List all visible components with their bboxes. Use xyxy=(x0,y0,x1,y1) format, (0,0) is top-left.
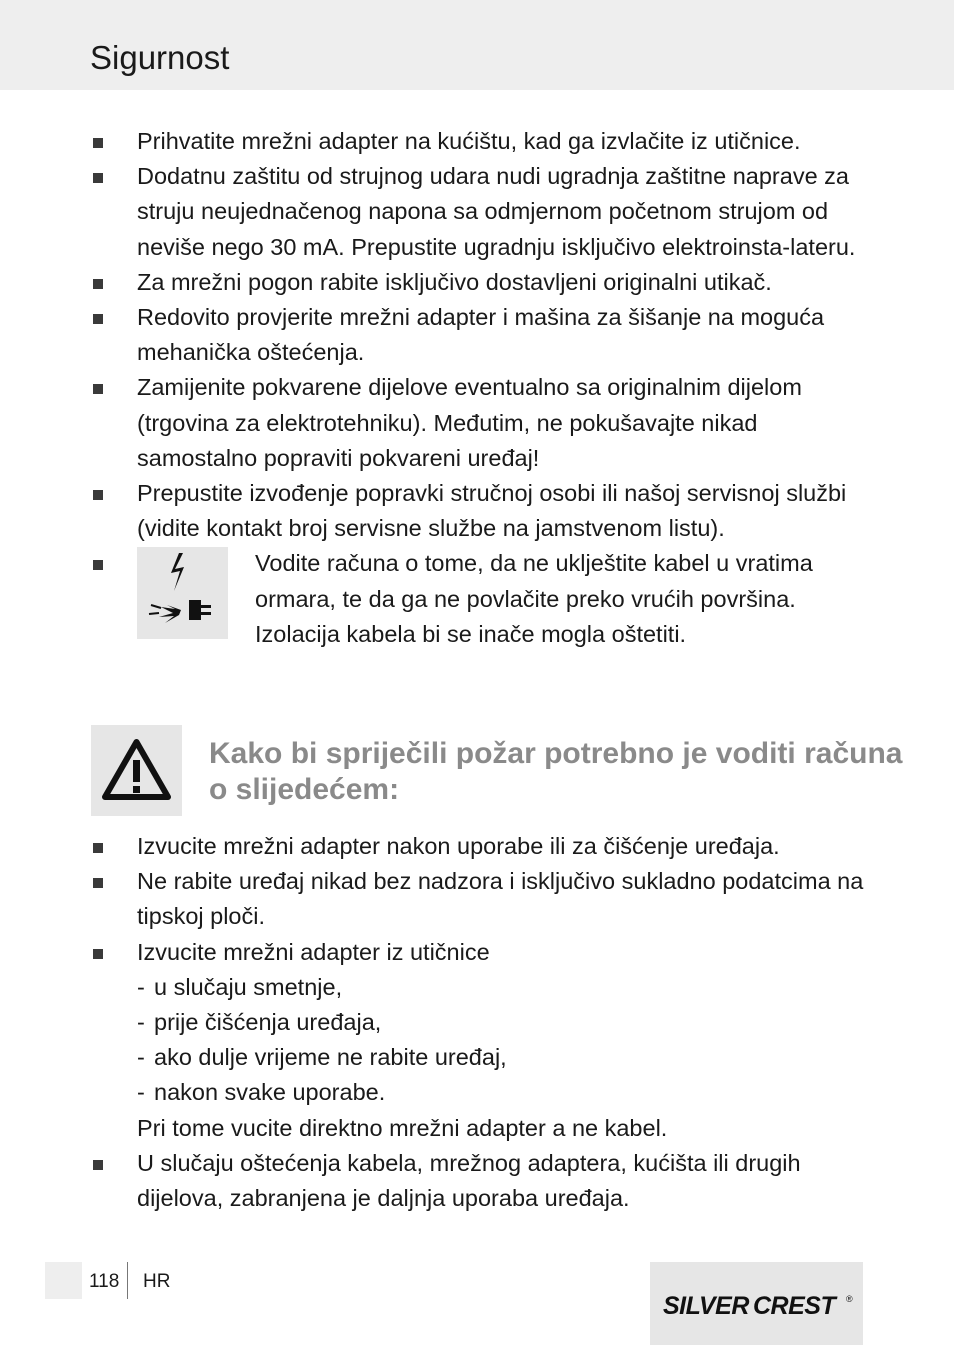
page-number: 118 xyxy=(89,1271,120,1292)
svg-text:SILVER: SILVER xyxy=(663,1292,749,1320)
bullet-icon xyxy=(93,173,103,183)
list-item-text: Ne rabite uređaj nikad bez nadzora i isključivo sukladno podatcima na tipskoj ploči. xyxy=(137,868,864,930)
bullet-icon xyxy=(93,384,103,394)
sub-item-text: ako dulje vrijeme ne rabite uređaj, xyxy=(154,1044,507,1071)
svg-text:CREST: CREST xyxy=(753,1292,836,1320)
list-item-text: Izvucite mrežni adapter iz utičnice xyxy=(137,938,490,965)
cable-shock-svg xyxy=(137,547,228,639)
list-item-text: Zamijenite pokvarene dijelove eventualno sa originalnim dijelom (trgovina za elektrotehniku). Međutim, ne pokušavajte nikad samostalno popraviti pokvareni uređaj! xyxy=(137,374,802,471)
list-item-text: Prepustite izvođenje popravki stručnoj osobi ili našoj servisnoj službi (vidite kontakt broj servisne službe na jamstvenom listu). xyxy=(137,480,847,542)
list-item xyxy=(0,864,867,934)
list-item-text: Redovito provjerite mrežni adapter i mašina za šišanje na moguća mehanička oštećenja. xyxy=(137,304,825,366)
list-item xyxy=(0,300,867,370)
list-item-text: Izvucite mrežni adapter nakon uporabe ili za čišćenje uređaja. xyxy=(137,833,780,859)
bullet-icon xyxy=(93,949,103,959)
cable-shock-icon xyxy=(137,547,228,639)
list-item xyxy=(0,1146,867,1216)
list-item-text: Prihvatite mrežni adapter na kućištu, kad ga izvlačite iz utičnice. xyxy=(137,128,801,154)
list-item xyxy=(0,370,867,476)
list-item-text: Za mrežni pogon rabite isključivo dostavljeni originalni utikač. xyxy=(137,268,772,295)
bullet-icon xyxy=(93,314,103,324)
icon-row xyxy=(137,546,867,652)
list-item-text: U slučaju oštećenja kabela, mrežnog adaptera, kućišta ili drugih dijelova, zabranjena je daljnja uporaba uređaja. xyxy=(137,1149,801,1212)
footer-marker xyxy=(45,1262,82,1299)
sub-item-text: nakon svake uporabe. xyxy=(154,1079,386,1106)
list-item-text: Vodite računa o tome, da ne uklještite kabel u vratima ormara, te da ga ne povlačite preko vrućih površina. Izolacija kabela bi se inače mogla oštetiti. xyxy=(255,550,813,647)
sub-item: - prije čišćenja uređaja, xyxy=(137,1009,382,1036)
page-title: Sigurnost xyxy=(90,39,230,76)
svg-text:®: ® xyxy=(846,1294,853,1304)
fire-warning-heading: Kako bi spriječili požar potrebno je voditi računa o slijedećem: xyxy=(209,737,903,806)
sub-item: - ako dulje vrijeme ne rabite uređaj, xyxy=(137,1044,507,1071)
silvercrest-logo-svg xyxy=(650,1262,863,1345)
fire-list xyxy=(0,829,954,1216)
list-item xyxy=(0,124,867,159)
sub-item: - nakon svake uporabe. xyxy=(137,1079,386,1106)
safety-list xyxy=(0,124,954,652)
list-item-note: Pri tome vucite direktno mrežni adapter a ne kabel. xyxy=(137,1114,668,1141)
list-item xyxy=(0,546,867,652)
warning-triangle-svg xyxy=(91,725,182,816)
list-item xyxy=(0,265,867,300)
bullet-icon xyxy=(93,878,103,888)
bullet-icon xyxy=(93,843,103,853)
language-code: HR xyxy=(143,1271,171,1292)
list-item xyxy=(0,935,867,1146)
list-item xyxy=(0,159,867,265)
sub-item: - u slučaju smetnje, xyxy=(137,973,343,1000)
list-item xyxy=(0,829,867,864)
bullet-icon xyxy=(93,138,103,148)
brand-logo xyxy=(650,1262,863,1345)
bullet-icon xyxy=(93,279,103,289)
sub-item-text: prije čišćenja uređaja, xyxy=(154,1009,382,1036)
bullet-icon xyxy=(93,490,103,500)
warning-triangle-icon xyxy=(91,725,182,816)
list-item xyxy=(0,476,867,546)
footer-divider xyxy=(127,1262,128,1299)
list-item-text: Dodatnu zaštitu od strujnog udara nudi ugradnja zaštitne naprave za struju neujednačenog napona sa odmjernom početnom strujom od neviše nego 30 mA. Prepustite ugradnju isključivo elektroinsta-lateru. xyxy=(137,163,856,260)
bullet-icon xyxy=(93,1160,103,1170)
sub-item-text: u slučaju smetnje, xyxy=(154,973,343,1000)
bullet-icon xyxy=(93,560,103,570)
